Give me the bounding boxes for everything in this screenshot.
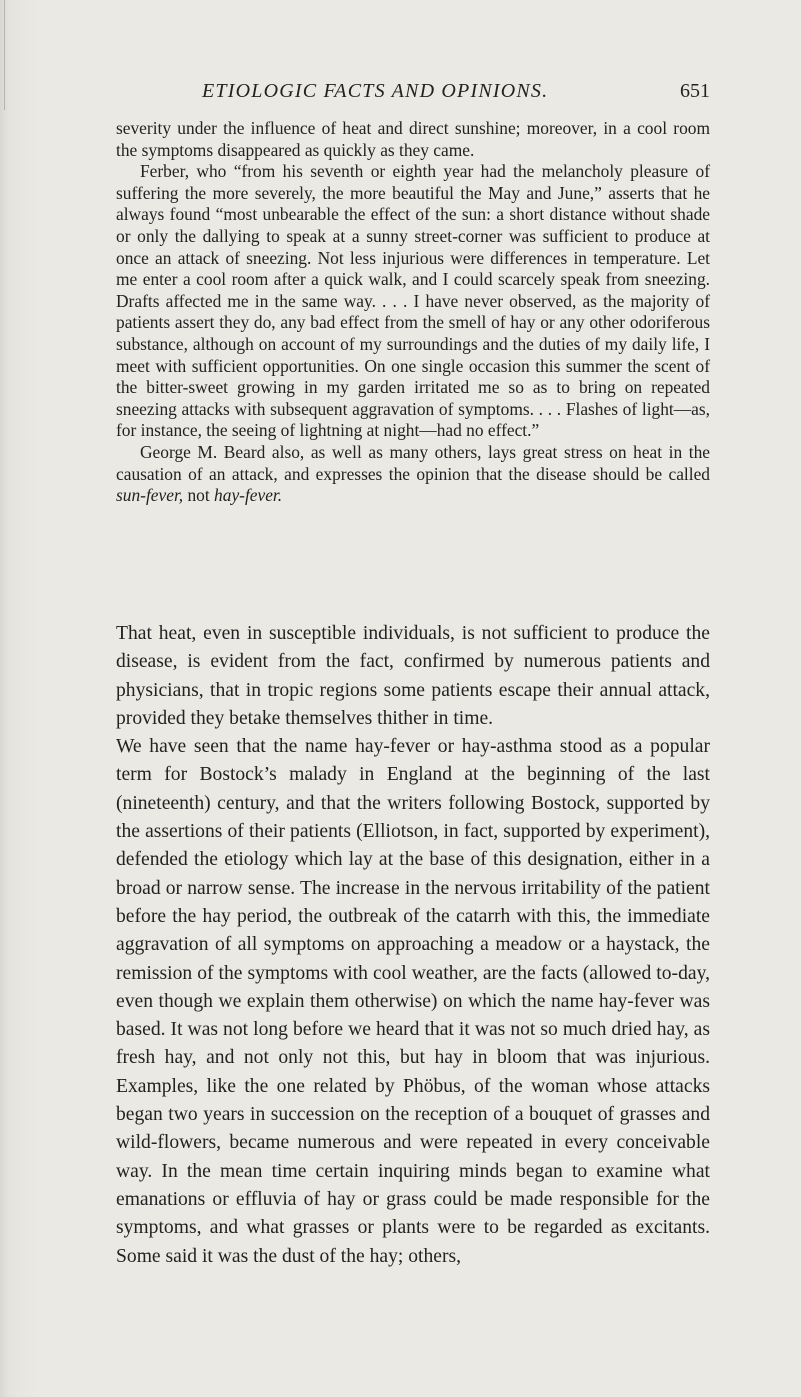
running-title: ETIOLOGIC FACTS AND OPINIONS. xyxy=(202,80,549,102)
main-text-section xyxy=(116,620,710,1271)
emphasis-hay-fever: hay-fever. xyxy=(214,485,283,506)
small-print-section xyxy=(116,118,710,507)
paragraph-continuation: severity under the influence of heat and direct sunshine; moreover, in a cool room the symptoms disappeared as quickly as they came. xyxy=(116,118,710,160)
beard-text-mid: not xyxy=(183,485,215,506)
page-header xyxy=(116,80,710,110)
page-edge-shadow xyxy=(4,0,5,110)
paragraph-heat: That heat, even in susceptible individuals, is not sufficient to produce the disease, is evident from the fact, confirmed by numerous patients and physicians, that in tropic regions some patients escape their annual attack, provided they betake themselves thither in time. xyxy=(116,623,710,729)
emphasis-sun-fever: sun-fever, xyxy=(116,485,184,506)
page-number: 651 xyxy=(680,80,710,102)
paragraph-hay-asthma: We have seen that the name hay-fever or hay-asthma stood as a popular term for Bostock’s malady in England at the beginning of the last (nineteenth) century, and that the writers following Bostock, supported by the assertions of their patients (Elliotson, in fact, supported by experiment), defended the etiology which lay at the base of this designation, either in a broad or narrow sense. The increase in the nervous irritability of the patient before the hay period, the outbreak of the catarrh with this, the immediate aggravation of all symptoms on approaching a meadow or a haystack, the remission of the symptoms with cool weather, are the facts (allowed to-day, even though we explain them otherwise) on which the name hay-fever was based. It was not long before we heard that it was not so much dried hay, as fresh hay, and not only not this, but hay in bloom that was injurious. Examples, like the one related by Phöbus, of the woman whose attacks began two years in succession on the reception of a bouquet of grasses and wild-flowers, became numerous and were repeated in every conceivable way. In the mean time certain inquiring minds began to examine what emanations or effluvia of hay or grass could be made responsible for the symptoms, and what grasses or plants were to be regarded as excitants. Some said it was the dust of the hay; others, xyxy=(116,736,710,1267)
paragraph-ferber: Ferber, who “from his seventh or eighth year had the melancholy pleasure of suffering the more severely, the more beautiful the May and June,” asserts that he always found “most unbearable the effect of the sun: a short distance without shade or only the dallying to speak at a sunny street-corner was sufficient to produce at once an attack of sneezing. Not less injurious were differences in temperature. Let me enter a cool room after a quick walk, and I could scarcely speak from sneezing. Drafts affected me in the same way. . . . I have never observed, as the majority of patients assert they do, any bad effect from the smell of hay or any other odoriferous substance, although on account of my surroundings and the duties of my daily life, I meet with sufficient opportunities. On one single occasion this summer the scent of the bitter-sweet growing in my garden irritated me so as to bring on repeated sneezing attacks with subsequent aggravation of symptoms. . . . Flashes of light—as, for instance, the seeing of lightning at night—had no effect.” xyxy=(116,161,710,441)
paragraph-beard xyxy=(116,442,710,507)
beard-text: George M. Beard also, as well as many others, lays great stress on heat in the causation of an attack, and expresses the opinion that the disease should be called xyxy=(116,441,710,484)
